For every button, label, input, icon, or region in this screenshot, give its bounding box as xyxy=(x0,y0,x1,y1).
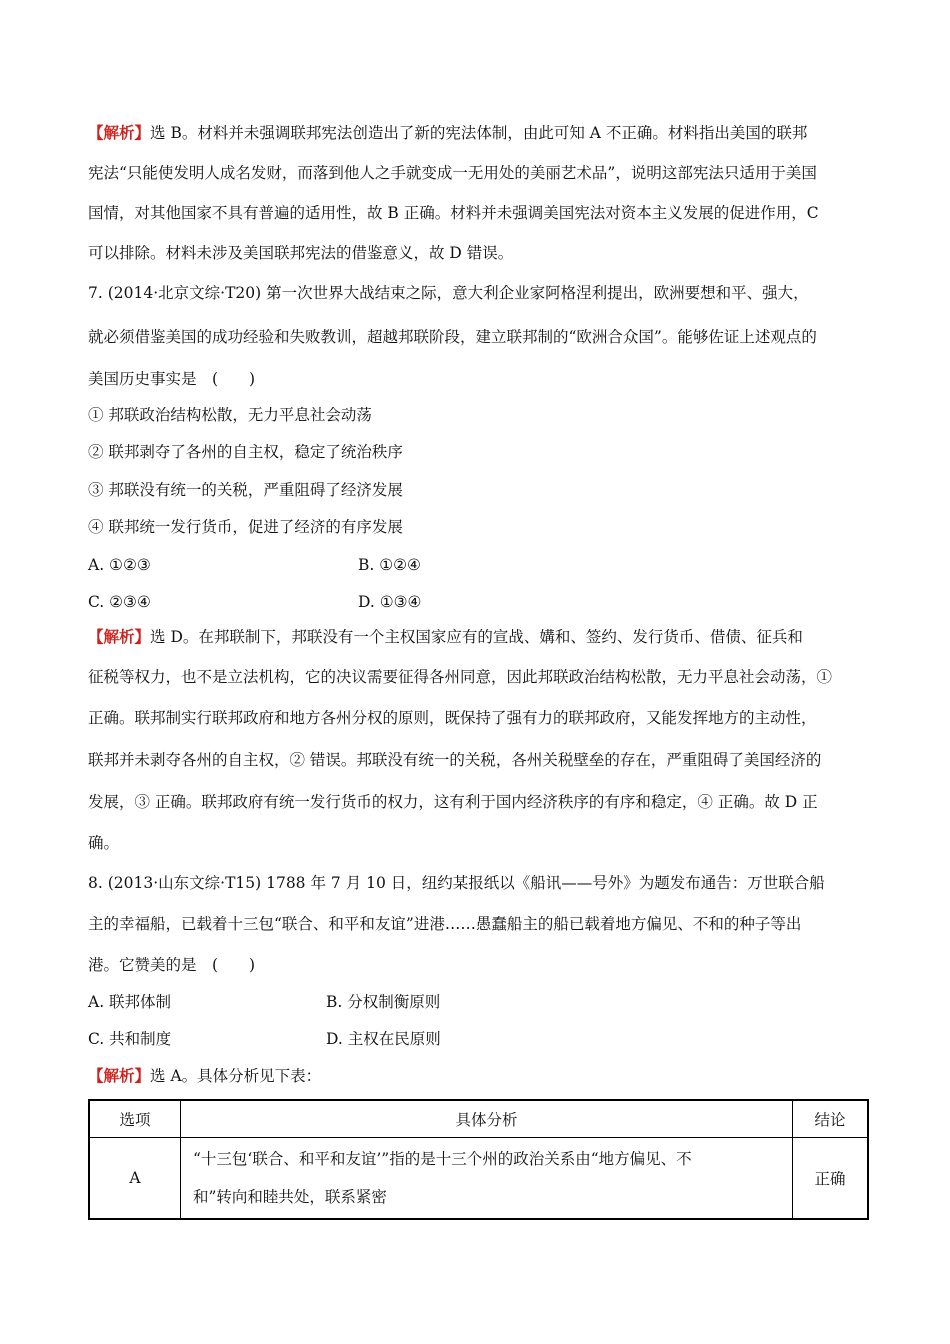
q7-stem-line-3: 美国历史事实是 ( ) xyxy=(88,370,256,388)
q6-analysis-line-3: 国情，对其他国家不具有普遍的适用性，故 B 正确。材料并未强调美国宪法对资本主义发展的促进作用，C xyxy=(88,204,819,222)
table-row xyxy=(89,1138,868,1220)
q8-stem-line-3: 港。它赞美的是 ( ) xyxy=(88,956,256,974)
q7-option-c: C. ②③④ xyxy=(88,593,151,611)
q6-analysis-line-4: 可以排除。材料未涉及美国联邦宪法的借鉴意义，故 D 错误。 xyxy=(88,244,514,262)
q6-analysis-line-1: 【解析】选 B。材料并未强调联邦宪法创造出了新的宪法体制，由此可知 A 不正确。材料指出美国的联邦 xyxy=(88,123,808,142)
analysis-table xyxy=(88,1099,869,1220)
q7-analysis-line-5: 发展，③ 正确。联邦政府有统一发行货币的权力，这有利于国内经济秩序的有序和稳定，④ 正确。故 D 正 xyxy=(88,793,818,811)
table-cell-option: A xyxy=(89,1138,181,1220)
q6-analysis-line-2: 宪法“只能使发明人成名发财，而落到他人之手就变成一无用处的美丽艺术品”，说明这部宪法只适用于美国 xyxy=(88,164,817,182)
table-cell-analysis: “十三包‘联合、和平和友谊’”指的是十三个州的政治关系由“地方偏见、不 和”转向和睦共处，联系紧密 xyxy=(181,1138,793,1220)
q7-item-1: ① 邦联政治结构松散，无力平息社会动荡 xyxy=(88,406,372,424)
q8-option-d: D. 主权在民原则 xyxy=(326,1030,441,1048)
analysis-tag: 【解析】 xyxy=(88,123,151,142)
q7-item-4: ④ 联邦统一发行货币，促进了经济的有序发展 xyxy=(88,518,403,536)
analysis-tag: 【解析】 xyxy=(88,627,151,646)
table-header-conclusion: 结论 xyxy=(793,1100,869,1138)
q8-option-b: B. 分权制衡原则 xyxy=(326,993,441,1011)
q8-analysis-line: 【解析】选 A。具体分析见下表： xyxy=(88,1066,322,1085)
q7-option-b: B. ①②④ xyxy=(358,556,421,574)
q7-analysis-line-6: 确。 xyxy=(88,834,120,852)
analysis-tag: 【解析】 xyxy=(88,1066,151,1085)
q8-option-c: C. 共和制度 xyxy=(88,1030,172,1048)
q7-analysis-line-2: 征税等权力，也不是立法机构，它的决议需要征得各州同意，因此邦联政治结构松散，无力平息社会动荡，① xyxy=(88,668,833,686)
q7-analysis-line-3: 正确。联邦制实行联邦政府和地方各州分权的原则，既保持了强有力的联邦政府，又能发挥地方的主动性， xyxy=(88,709,817,727)
q7-stem-line-2: 就必须借鉴美国的成功经验和失败教训，超越邦联阶段，建立联邦制的“欧洲合众国”。能够佐证上述观点的 xyxy=(88,328,817,346)
q7-item-2: ② 联邦剥夺了各州的自主权，稳定了统治秩序 xyxy=(88,443,403,461)
q7-analysis-line-4: 联邦并未剥夺各州的自主权，② 错误。邦联没有统一的关税，各州关税壁垒的存在，严重阻碍了美国经济的 xyxy=(88,751,822,769)
q8-stem-line-1: 8. (2013·山东文综·T15) 1788 年 7 月 10 日，纽约某报纸以《船讯——号外》为题发布通告：万世联合船 xyxy=(88,874,825,892)
q7-option-d: D. ①③④ xyxy=(358,593,422,611)
q8-stem-line-2: 主的幸福船，已载着十三包“联合、和平和友谊”进港……愚蠢船主的船已载着地方偏见、不和的种子等出 xyxy=(88,915,802,933)
q7-analysis-line-1: 【解析】选 D。在邦联制下，邦联没有一个主权国家应有的宣战、媾和、签约、发行货币、借债、征兵和 xyxy=(88,627,803,646)
q8-option-a: A. 联邦体制 xyxy=(88,993,172,1011)
q7-item-3: ③ 邦联没有统一的关税，严重阻碍了经济发展 xyxy=(88,481,403,499)
table-header-row xyxy=(89,1100,868,1138)
table-header-option: 选项 xyxy=(89,1100,181,1138)
table-cell-conclusion: 正确 xyxy=(793,1138,869,1220)
table-header-analysis: 具体分析 xyxy=(181,1100,793,1138)
q7-stem-line-1: 7. (2014·北京文综·T20) 第一次世界大战结束之际，意大利企业家阿格涅利提出，欧洲要想和平、强大， xyxy=(88,284,809,302)
q7-option-a: A. ①②③ xyxy=(88,556,151,574)
